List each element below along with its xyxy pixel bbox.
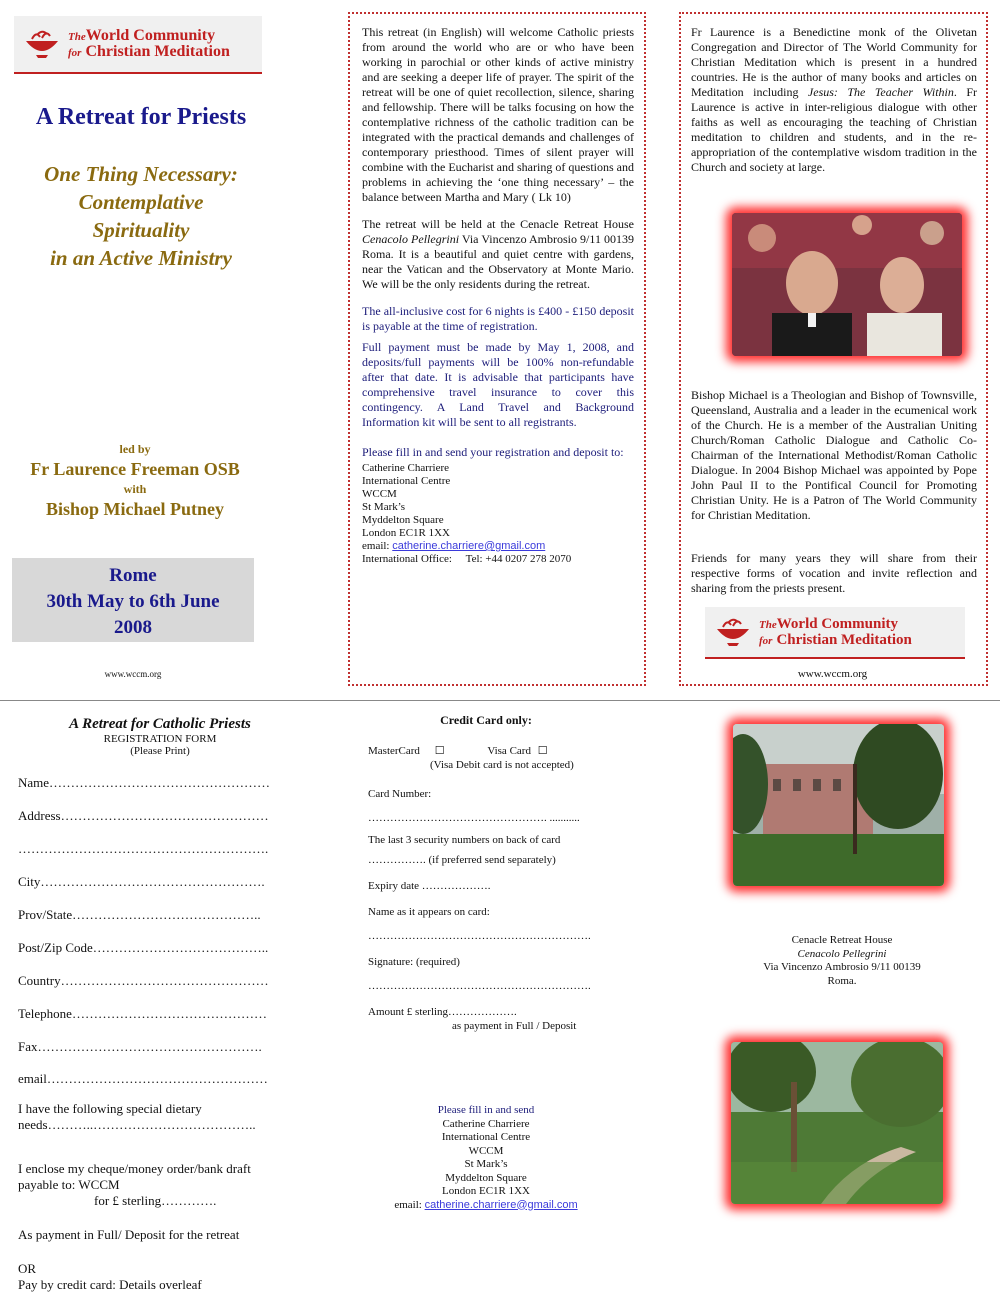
cover-title: A Retreat for Priests [35,104,247,130]
office-label: International Office: [362,553,452,565]
card-number-field[interactable]: …………………………………………. ........... [368,812,580,824]
visa-checkbox[interactable]: ☐ [537,745,548,757]
retreat-house-image [733,724,944,886]
address-line: Myddelton Square [362,514,444,526]
laurence-bio-a: Fr Laurence is a Benedictine monk of the Olivetan Congregation and Director of The World Community for Christian Meditation which is present in a hundred countries. He is the author of many books and articles on Meditation including [691,25,977,99]
address-line: St Mark’s [464,1158,508,1170]
send-address-block [368,1104,604,1212]
or-label: OR [18,1261,37,1276]
retreat-house-photo [733,724,944,886]
field-email[interactable]: email…………………………………………… [18,1071,268,1086]
visa-debit-note: (Visa Debit card is not accepted) [430,759,574,771]
dates: 30th May to 6th June [46,591,220,612]
subtitle-line: Contemplative [78,190,204,214]
wccm-logo [14,16,262,74]
email-label: email: [362,540,393,552]
website-link-cover[interactable]: www.wccm.org [104,669,162,679]
field-post-zip[interactable]: Post/Zip Code………………………………….. [18,940,269,955]
leaders-photo-image [732,213,962,356]
garden-image [731,1042,943,1204]
signature-label: Signature: (required) [368,956,460,968]
sterling-amount-field[interactable]: for £ sterling…………. [94,1193,217,1208]
payment-terms: Full payment must be made by May 1, 2008, and deposits/full payments will be 100% non-refundable after that date. It is advisable that participants have comprehensive travel insurance to cover this contingency. A Land Travel and Background Information kit will be sent to all registrants. [362,340,634,429]
venue-italic: Cenacolo Pellegrini [362,232,460,246]
mailing-address [362,462,634,566]
form-print-note: (Please Print) [130,745,190,757]
field-city[interactable]: City……………………………………………. [18,874,265,889]
field-name[interactable]: Name…………………………………………… [18,775,271,790]
email-label: email: [394,1198,425,1211]
mastercard-checkbox[interactable]: ☐ [434,745,445,757]
payment-full-deposit: As payment in Full/ Deposit for the retreat [18,1227,240,1242]
credit-card-heading: Credit Card only: [440,713,532,727]
subtitle-line: Spirituality [92,218,190,242]
retreat-intro: This retreat (in English) will welcome Catholic priests from around the world who are or who have been working in parochial or other kinds of active ministry and are seeking a deeper life of prayer. The spirit of the retreat will be one of quiet recollection, silence, sharing and fellowship. There will be talks focusing on how the contemplative richness of the catholic tradition can be integrated with the practical demands and challenges of contemporary priesthood. Times of silent prayer will combine with the Eucharist and sharing of questions and problems in achieving the ‘one thing necessary’ – the balance between Martha and Mary ( Lk 10) [362,25,634,204]
leaders-block [0,442,270,520]
cheque-label: I enclose my cheque/money order/bank draft [18,1161,251,1176]
signature-field[interactable]: ……………………………………………………. [368,980,591,992]
laurence-bio-b: . Fr Laurence is active in inter-religious dialogue with other faiths as well as encouraging the teaching of Christian meditation to children and students, and in the re-appropriation of the contemplative wisdom tradition in the Church and society at large. [691,85,977,174]
dietary-needs-field[interactable]: needs………..……………………………….. [18,1117,256,1132]
subtitle-line: in an Active Ministry [50,246,232,270]
led-by-label: led by [119,442,151,456]
security-field[interactable]: ……………. (if preferred send separately) [368,854,556,866]
laurence-bio [691,25,977,175]
logo-line-world: World Community [85,26,216,44]
address-line: International Centre [441,1131,531,1143]
venue-text-a: The retreat will be held at the Cenacle Retreat House [362,217,634,231]
retreat-cost: The all-inclusive cost for 6 nights is £400 - £150 deposit is payable at the time of registration. [362,304,634,333]
logo-the: The [759,618,777,631]
venue-city: Roma. [827,974,857,987]
meditation-bowl-icon [22,29,62,59]
amount-field[interactable]: Amount £ sterling………………. [368,1006,517,1018]
email-row [362,540,634,553]
security-label: The last 3 security numbers on back of card [368,834,561,846]
field-country[interactable]: Country………………………………………… [18,973,269,988]
location: Rome [109,565,157,586]
address-line: Catherine Charriere [442,1117,530,1130]
field-prov-state[interactable]: Prov/State…………………………………….. [18,907,261,922]
name-on-card-label: Name as it appears on card: [368,906,490,918]
venue-text-b: Via Vincenzo Ambrosio 9/11 00139 Roma. It is a beautiful and quiet centre with gardens, near the Vatican and the Observatory at Monte Mario. We will be the only residents during the retreat. [362,232,635,291]
form-title: A Retreat for Catholic Priests [69,716,251,732]
leader-laurence: Fr Laurence Freeman OSB [30,459,240,479]
address-line: London EC1R 1XX [362,527,450,539]
amount-note: as payment in Full / Deposit [452,1020,577,1032]
send-heading-bottom: Please fill in and send [437,1104,535,1116]
visa-label: Visa Card [487,745,531,757]
venue-address [742,934,942,988]
pay-by-card-note: Pay by credit card: Details overleaf [18,1277,202,1292]
registration-fields [18,775,318,1293]
office-tel: Tel: +44 0207 278 2070 [465,553,572,565]
send-heading: Please fill in and send your registration and deposit to: [362,445,624,459]
address-line: Catherine Charriere [362,462,450,474]
retreat-venue [362,217,634,292]
office-row [362,553,634,566]
meditation-bowl-icon [713,617,753,647]
venue-street: Via Vincenzo Ambrosio 9/11 00139 [763,961,921,973]
form-subtitle: REGISTRATION FORM [103,733,217,745]
email-link[interactable]: catherine.charriere@gmail.com [392,540,546,552]
page-divider [0,700,1000,701]
garden-photo [731,1042,943,1204]
name-on-card-field[interactable]: ……………………………………………………. [368,930,591,942]
website-link-right[interactable]: www.wccm.org [797,668,868,680]
card-number-label: Card Number: [368,788,432,800]
field-address-2[interactable]: …………………………………………………. [18,841,269,856]
venue-name: Cenacle Retreat House [791,934,893,946]
venue-italian-name: Cenacolo Pellegrini [797,947,887,960]
logo-for: for [68,47,82,59]
mastercard-label: MasterCard [368,745,420,757]
field-telephone[interactable]: Telephone……………………………………… [18,1006,267,1021]
info-panel-content [362,25,634,566]
card-type-row [368,744,618,758]
email-row [368,1199,604,1213]
address-line: Myddelton Square [445,1171,527,1184]
address-line: WCCM [468,1144,504,1157]
form-header [0,716,320,757]
payable-to: payable to: WCCM [18,1177,120,1192]
year: 2008 [114,617,152,638]
leaders-photo [732,213,962,356]
logo-the: The [68,30,86,43]
address-line: WCCM [362,488,397,500]
logo-line-christian: Christian Meditation [776,632,912,648]
address-line: St Mark’s [362,501,406,513]
michael-bio: Bishop Michael is a Theologian and Bishop of Townsville, Queensland, Australia and a leader in the ecumenical work of the Church. He is a member of the Australian Uniting Church/Roman Catholic Dialogue and Catholic Co-Chairman of the International Methodist/Roman Catholic Dialogue. In 2004 Bishop Michael was appointed by Pope John Paul II to the Pontifical Council for Promoting Christian Unity. He is a Patron of The World Community for Christian Meditation. [691,388,977,522]
logo-for: for [759,635,773,647]
email-link[interactable]: catherine.charriere@gmail.com [424,1198,578,1211]
cover-subtitle [0,160,282,272]
subtitle-line: One Thing Necessary: [44,162,238,186]
address-line: London EC1R 1XX [442,1185,530,1197]
credit-card-section [368,744,618,1033]
leader-michael: Bishop Michael Putney [45,499,224,519]
logo-line-world: World Community [776,615,898,632]
address-line: International Centre [362,475,451,487]
wccm-logo-footer [705,607,965,659]
dietary-label: I have the following special dietary [18,1101,202,1116]
laurence-book: Jesus: The Teacher Within [807,85,954,99]
field-address[interactable]: Address………………………………………… [18,808,269,823]
field-fax[interactable]: Fax……………………………………………. [18,1039,262,1054]
logo-line-christian: Christian Meditation [85,43,230,60]
with-label: with [123,482,147,496]
expiry-field[interactable]: Expiry date ………………. [368,880,491,892]
date-banner [12,558,254,642]
friends-text: Friends for many years they will share from their respective forms of vocation and invite reflection and sharing from the priests present. [691,551,977,595]
